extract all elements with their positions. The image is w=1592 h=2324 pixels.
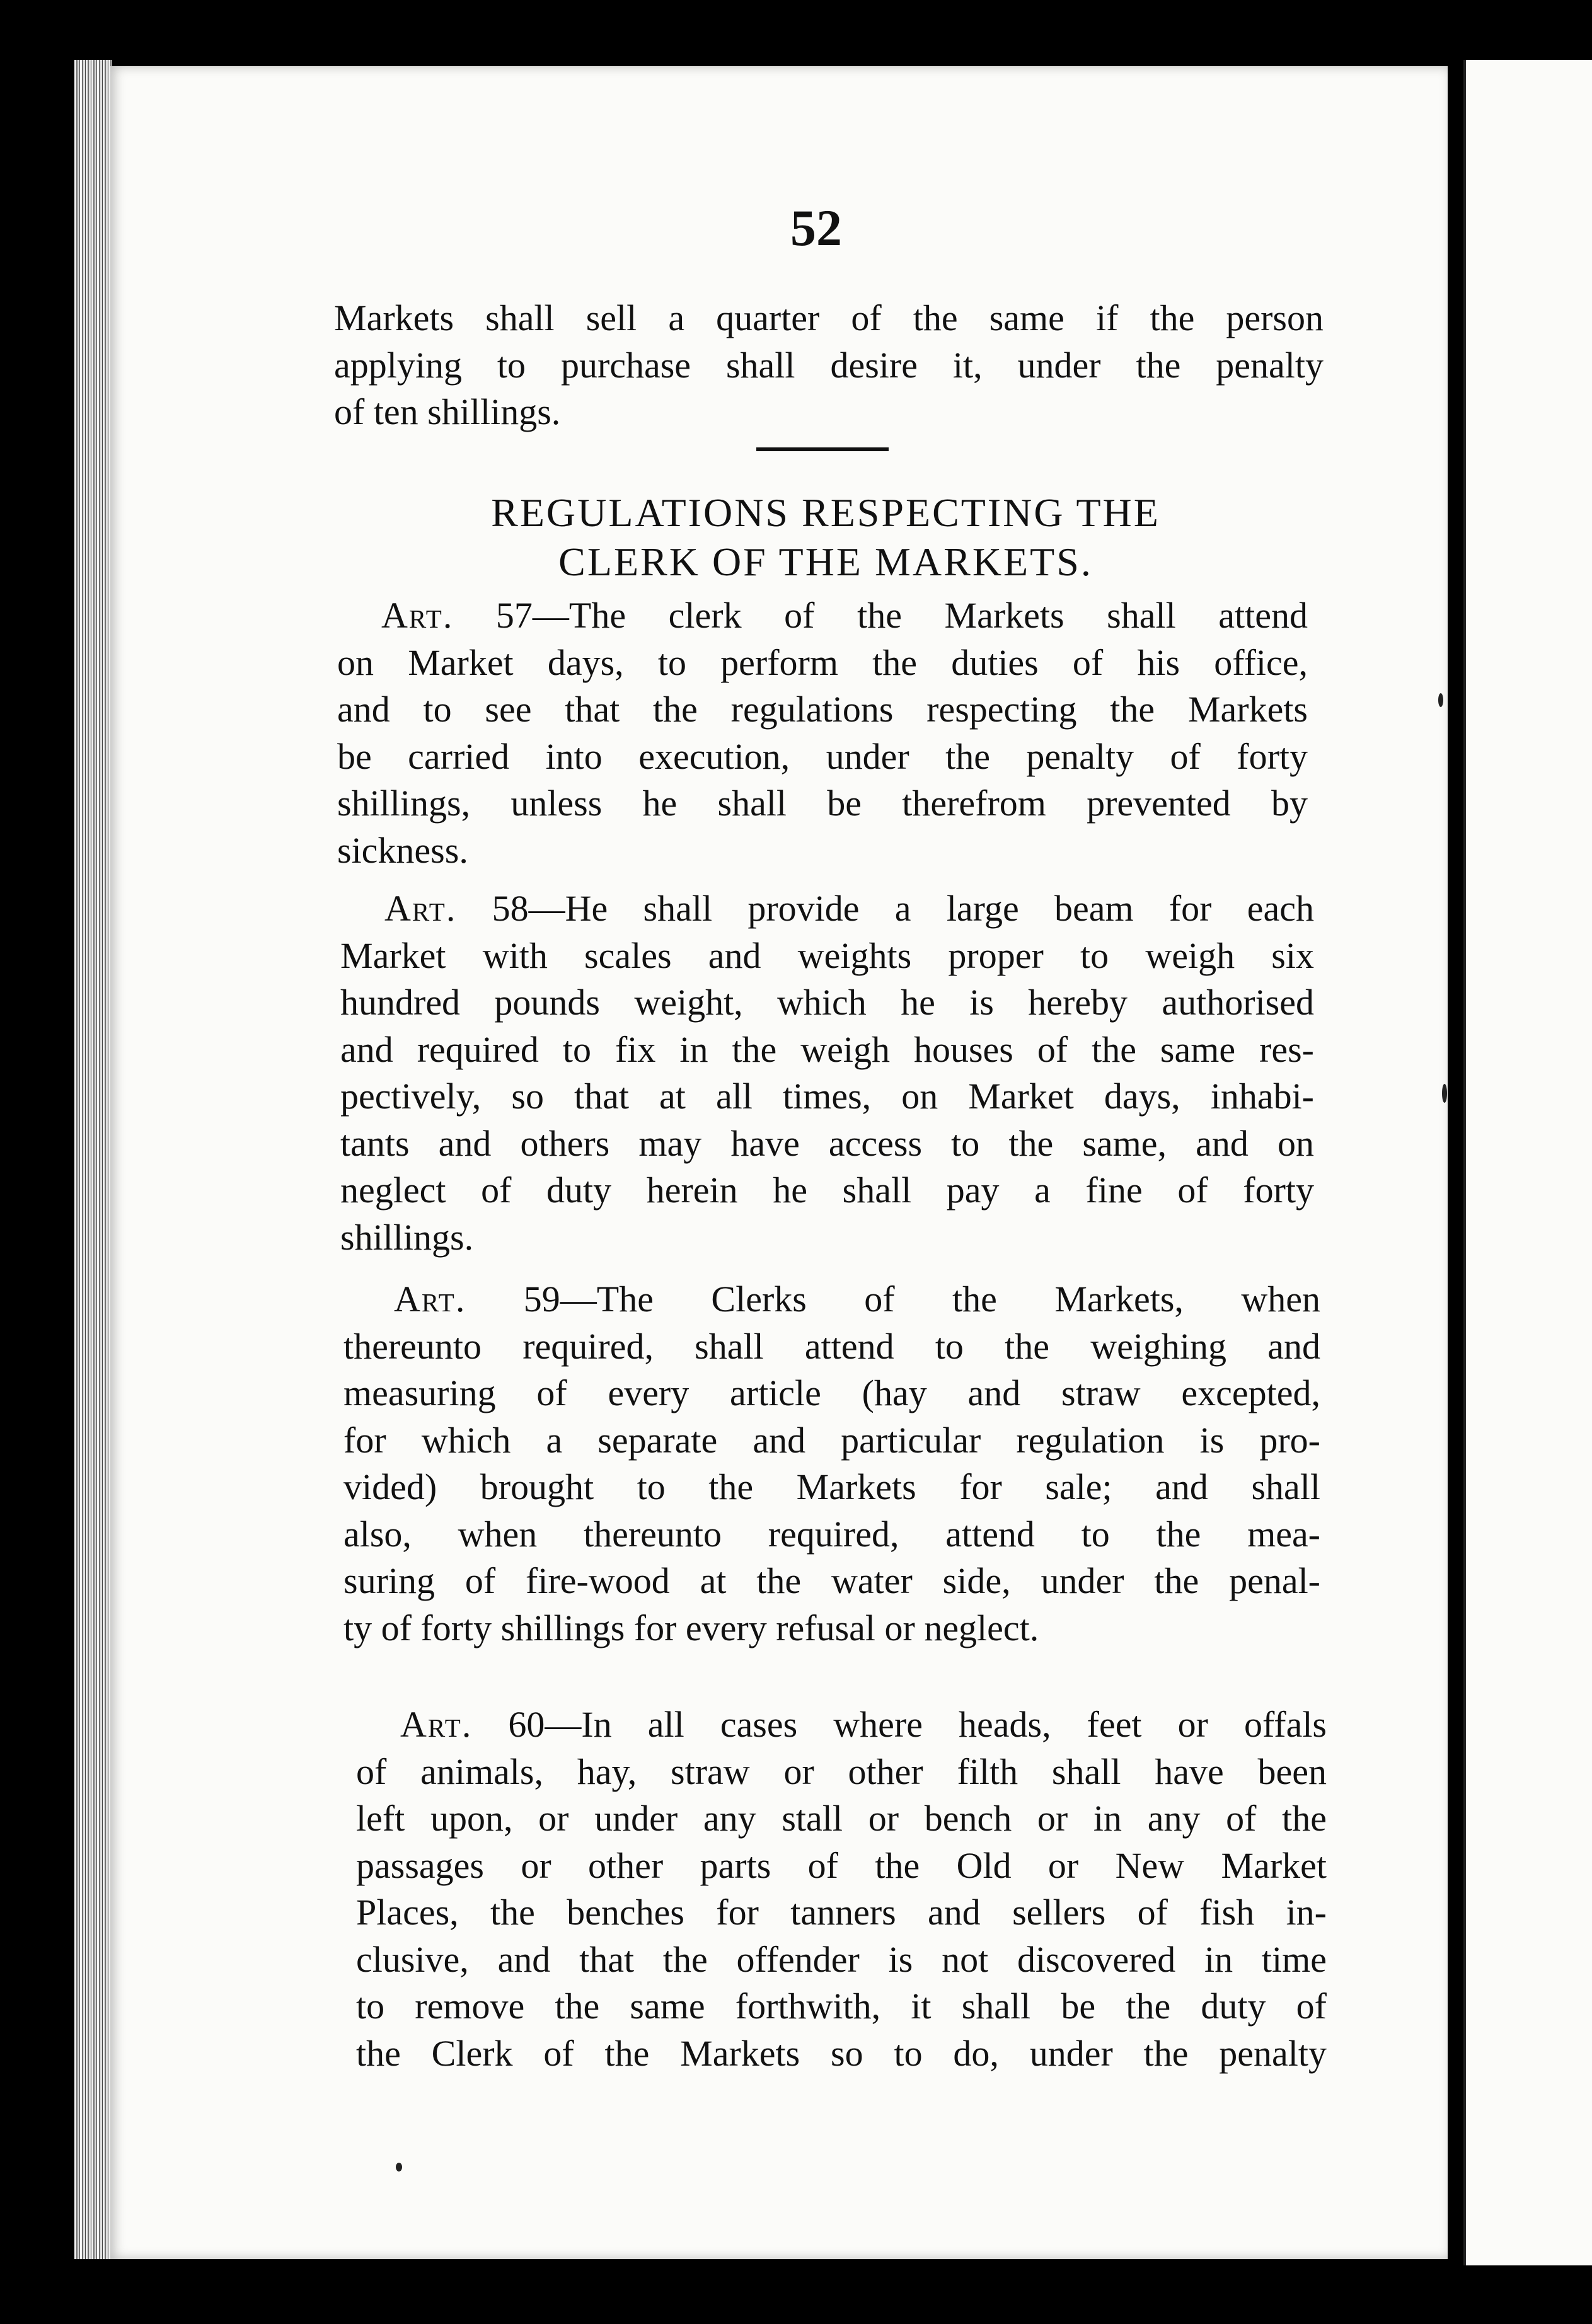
text-line: ty of forty shillings for every refusal or neglect. [343, 1607, 1039, 1648]
heading-line: CLERK OF THE MARKETS. [558, 539, 1093, 584]
text-line: tants and others may have access to the same, and on [340, 1122, 1314, 1164]
text-line: of ten shillings. [334, 391, 561, 432]
ink-speck [396, 2163, 402, 2172]
text-line: clusive, and that the offender is not discovered in time [356, 1938, 1327, 1980]
text-line: neglect of duty herein he shall pay a fine of forty [340, 1170, 1314, 1211]
text-line: shillings. [340, 1216, 474, 1258]
article-label: Art. [394, 1279, 466, 1320]
article-57 [337, 592, 1308, 874]
text-line: also, when thereunto required, attend to the mea- [343, 1513, 1320, 1555]
text-line: thereunto required, shall attend to the weighing and [343, 1325, 1320, 1367]
text-line: Art. 58—He shall provide a large beam for each [384, 888, 1314, 929]
text-line: and required to fix in the weigh houses of the same res- [340, 1028, 1314, 1070]
article-58 [340, 885, 1314, 1261]
text-line: suring of fire-wood at the water side, under the penal- [343, 1560, 1320, 1601]
text-line: to remove the same forthwith, it shall be the duty of [356, 1986, 1327, 2027]
text-line: Art. 60—In all cases where heads, feet or offals [400, 1704, 1327, 1745]
text-line: for which a separate and particular regulation is pro- [343, 1419, 1320, 1461]
text-line: and to see that the regulations respecting the Markets [337, 689, 1308, 730]
text-line: pectively, so that at all times, on Market days, inhabi- [340, 1076, 1314, 1117]
page-number: 52 [790, 199, 842, 256]
text-line: vided) brought to the Markets for sale; and shall [343, 1466, 1320, 1507]
text-line: shillings, unless he shall be therefrom prevented by [337, 783, 1308, 824]
text-line: Places, the benches for tanners and sellers of fish in- [356, 1892, 1327, 1933]
ink-speck [1438, 693, 1443, 707]
text-line: Markets shall sell a quarter of the same if the person [334, 297, 1324, 338]
text-line: sickness. [337, 829, 468, 871]
ink-speck [1442, 1084, 1447, 1103]
text-line: be carried into execution, under the penalty of forty [337, 735, 1308, 777]
text-line: on Market days, to perform the duties of his office, [337, 641, 1308, 683]
text-line: of animals, hay, straw or other filth shall have been [356, 1751, 1327, 1792]
text-line: left upon, or under any stall or bench or in any of the [356, 1798, 1327, 1839]
article-label: Art. [384, 888, 457, 929]
text-line: hundred pounds weight, which he is hereby authorised [340, 982, 1314, 1023]
section-heading [328, 488, 1324, 587]
text-line: Art. 57—The clerk of the Markets shall attend [381, 595, 1308, 636]
article-60 [356, 1701, 1327, 2077]
text-line: passages or other parts of the Old or New Market [356, 1844, 1327, 1886]
section-divider [756, 447, 889, 451]
text-line: Art. 59—The Clerks of the Markets, when [394, 1279, 1320, 1320]
article-label: Art. [400, 1704, 473, 1745]
heading-line: REGULATIONS RESPECTING THE [491, 490, 1160, 535]
facing-page-edge [1463, 60, 1592, 2265]
text-line: measuring of every article (hay and straw excepted, [343, 1372, 1320, 1413]
page-edges [74, 60, 112, 2259]
continuation-paragraph [334, 295, 1324, 436]
text-line: Market with scales and weights proper to weigh six [340, 935, 1314, 976]
text-line: the Clerk of the Markets so to do, under the penalty [356, 2032, 1327, 2074]
text-line: applying to purchase shall desire it, under the penalty [334, 344, 1324, 386]
article-59 [343, 1276, 1320, 1652]
article-label: Art. [381, 595, 454, 636]
